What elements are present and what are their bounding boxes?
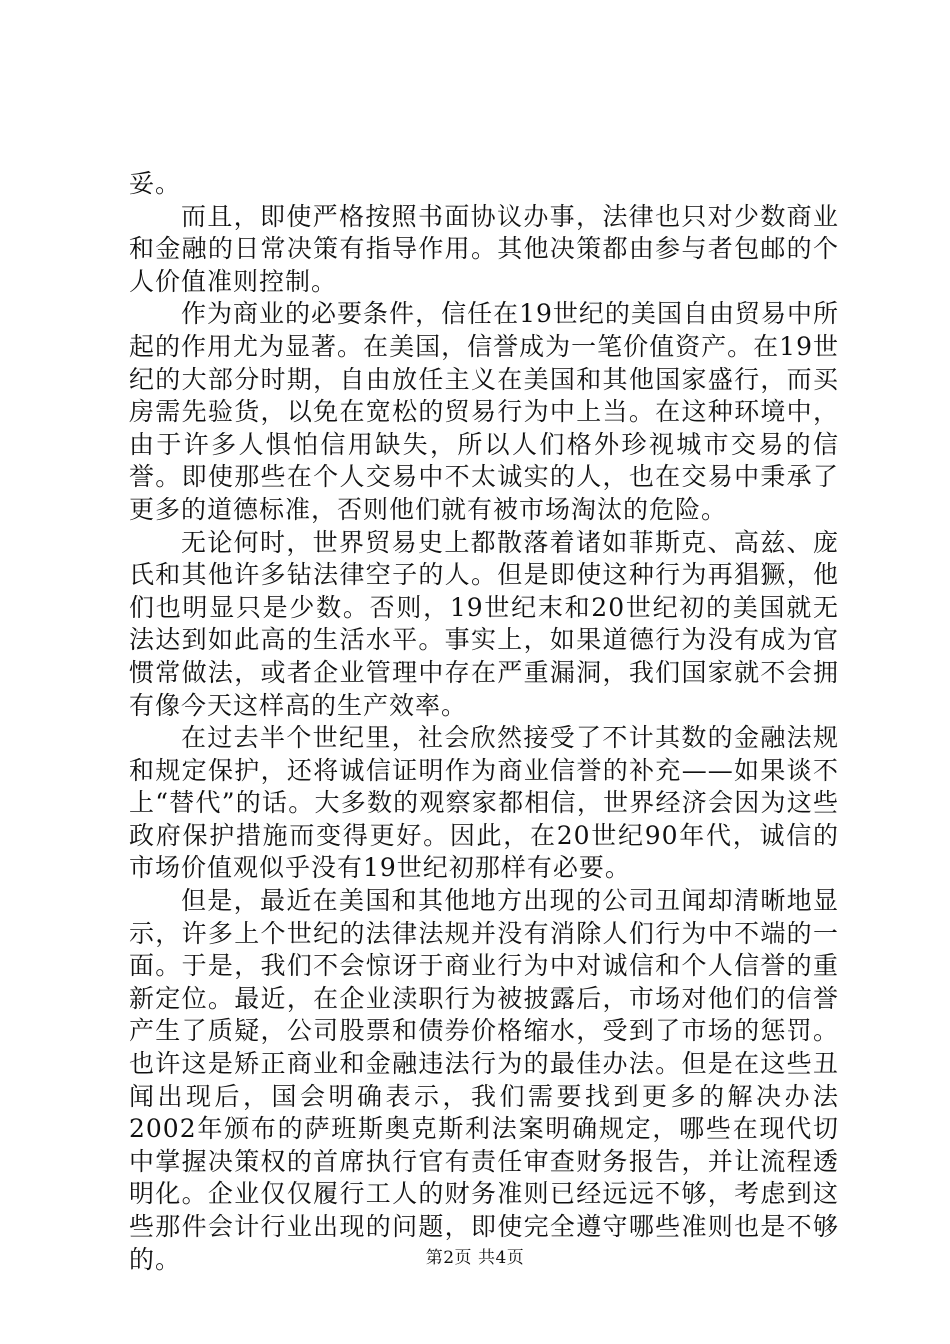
- body-text: [129, 168, 839, 1276]
- paragraph: 而且，即使严格按照书面协议办事，法律也只对少数商业和金融的日常决策有指导作用。其他决策都由参与者包邮的个人价值准则控制。: [129, 201, 839, 296]
- page-number-footer: 第2页 共4页: [425, 1248, 525, 1268]
- paragraph: 妥。: [129, 169, 182, 198]
- paragraph: 无论何时，世界贸易史上都散落着诸如菲斯克、高兹、庞氏和其他许多钻法律空子的人。但是即使这种行为再猖獗，他们也明显只是少数。否则，19世纪末和20世纪初的美国就无法达到如此高的生活水平。事实上，如果道德行为没有成为官惯常做法，或者企业管理中存在严重漏洞，我们国家就不会拥有像今天这样高的生产效率。: [129, 527, 839, 720]
- paragraph: 但是，最近在美国和其他地方出现的公司丑闻却清晰地显示，许多上个世纪的法律法规并没有消除人们行为中不端的一面。于是，我们不会惊讶于商业行为中对诚信和个人信誉的重新定位。最近，在企业渎职行为被披露后，市场对他们的信誉产生了质疑，公司股票和债券价格缩水，受到了市场的惩罚。也许这是矫正商业和金融违法行为的最佳办法。但是在这些丑闻出现后，国会明确表示，我们需要找到更多的解决办法2002年颁布的萨班斯奥克斯利法案明确规定，哪些在现代切中掌握决策权的首席执行官有责任审查财务报告，并让流程透明化。企业仅仅履行工人的财务准则已经远远不够，考虑到这些那件会计行业出现的问题，即使完全遵守哪些准则也是不够的。: [129, 886, 839, 1274]
- paragraph: 作为商业的必要条件，信任在19世纪的美国自由贸易中所起的作用尤为显著。在美国，信誉成为一笔价值资产。在19世纪的大部分时期，自由放任主义在美国和其他国家盛行，而买房需先验货，以免在宽松的贸易行为中上当。在这种环境中，由于许多人惧怕信用缺失，所以人们格外珍视城市交易的信誉。即使那些在个人交易中不太诚实的人，也在交易中秉承了更多的道德标准，否则他们就有被市场淘汰的危险。: [129, 299, 839, 524]
- paragraph: 在过去半个世纪里，社会欣然接受了不计其数的金融法规和规定保护，还将诚信证明作为商业信誉的补充——如果谈不上“替代”的话。大多数的观察家都相信，世界经济会因为这些政府保护措施而变得更好。因此，在20世纪90年代，诚信的市场价值观似乎没有19世纪初那样有必要。: [129, 723, 839, 883]
